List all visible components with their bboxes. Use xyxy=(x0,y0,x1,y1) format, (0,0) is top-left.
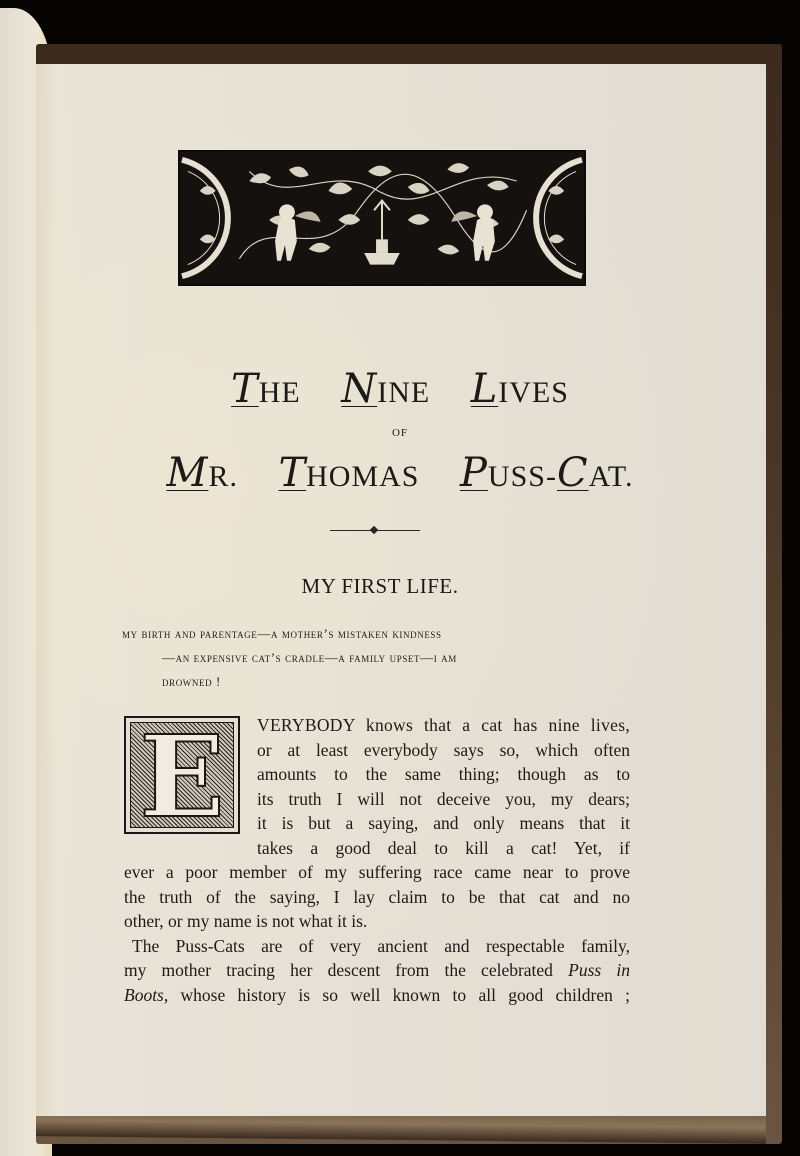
chapter-title: MY FIRST LIFE. xyxy=(301,574,459,598)
title-word-mr: MR. xyxy=(166,450,238,496)
title-word-puss-cat: PUSS-CAT. xyxy=(460,450,634,496)
book-title-line-2 xyxy=(0,450,800,496)
title-word-nine: NINE xyxy=(341,366,431,412)
body-line: takes a good deal to kill a cat! Yet, if xyxy=(257,837,630,858)
title-of: OF xyxy=(391,427,409,439)
body-line-with-italic: Boots, whose history is so well known to all good children ; xyxy=(124,984,630,1005)
body-line: amounts to the same thing; though as to xyxy=(257,764,630,784)
body-line: ever a poor member of my suffering race came near to prove xyxy=(124,862,630,882)
ornamental-headpiece-icon xyxy=(178,150,586,286)
italic-title: Boots xyxy=(124,984,164,1005)
body-line: it is but a saying, and only means that it xyxy=(257,813,630,833)
italic-title: Puss in xyxy=(568,960,630,980)
body-text-beside-dropcap xyxy=(257,713,630,860)
body-line: or at least everybody says so, which often xyxy=(257,739,630,760)
body-line: its truth I will not deceive you, my dears; xyxy=(257,788,630,809)
ornamental-dropcap-e-icon xyxy=(124,716,240,834)
dropcap-letter: E xyxy=(139,722,225,828)
body-line-with-italic: my mother tracing her descent from the celebrated Puss in xyxy=(124,960,630,980)
body-line: other, or my name is not what it is. xyxy=(124,911,368,931)
dropcap-pattern xyxy=(130,722,234,828)
body-line: the truth of the saying, I lay claim to be that cat and no xyxy=(124,886,630,907)
body-line: The Puss-Cats are of very ancient and respectable family, xyxy=(132,935,630,956)
synopsis-line: my birth and parentage—a mother’s mistaken kindness xyxy=(122,626,442,641)
title-word-thomas: THOMAS xyxy=(278,450,420,496)
body-text-full-width xyxy=(124,860,630,1007)
synopsis-line: drowned ! xyxy=(162,674,221,689)
book-title-line-1 xyxy=(0,366,800,412)
chapter-synopsis xyxy=(122,622,634,694)
synopsis-line: —an expensive cat’s cradle—a family upset—i am xyxy=(162,650,457,665)
title-word-the: THE xyxy=(231,366,301,412)
body-line: VERYBODY knows that a cat has nine lives, xyxy=(257,715,630,735)
title-word-lives: LIVES xyxy=(470,366,569,412)
